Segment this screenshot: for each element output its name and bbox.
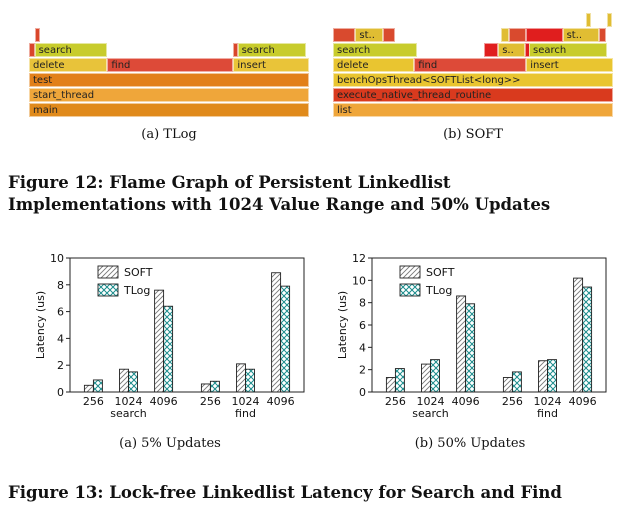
x-tick-label: 1024	[231, 395, 260, 408]
x-tick-label: 4096	[451, 395, 480, 408]
bar-tlog	[210, 381, 219, 392]
flame-frame[interactable]	[599, 28, 606, 42]
y-tick-label: 2	[359, 363, 366, 377]
bar-tlog	[93, 380, 102, 392]
flame-frame[interactable]: s..	[498, 43, 525, 57]
flame-frame[interactable]: insert	[233, 58, 309, 72]
caption-chart-5pct: (a) 5% Updates	[119, 436, 221, 451]
flame-frame[interactable]	[484, 43, 498, 57]
flame-frame[interactable]: st..	[563, 28, 599, 42]
bar-tlog	[512, 372, 521, 392]
flame-frame[interactable]	[509, 28, 526, 42]
flame-frame[interactable]: search	[529, 43, 607, 57]
caption-flame-tlog: (a) TLog	[141, 127, 197, 142]
x-tick-label: 256	[501, 395, 523, 408]
flame-frame[interactable]: search	[333, 43, 417, 57]
flame-frame[interactable]: search	[238, 43, 307, 57]
caption-flame-soft: (b) SOFT	[443, 127, 503, 142]
flame-frame[interactable]: delete	[29, 58, 107, 72]
bar-soft	[539, 361, 548, 392]
bar-soft	[574, 278, 583, 392]
x-tick-label: 4096	[149, 395, 178, 408]
bar-tlog	[246, 369, 255, 392]
x-tick-label: 256	[384, 395, 406, 408]
legend-swatch	[98, 284, 118, 296]
bar-tlog	[466, 304, 475, 392]
flame-frame[interactable]	[383, 28, 394, 42]
bar-tlog	[164, 306, 173, 392]
legend-label: SOFT	[426, 266, 455, 279]
figure-12-caption: Figure 12: Flame Graph of Persistent Linkedlist Implementations with 1024 Value Range and 50% Updates	[8, 173, 551, 214]
flame-frame[interactable]	[586, 13, 591, 27]
flame-frame[interactable]: search	[35, 43, 108, 57]
flame-graph-soft	[333, 8, 613, 118]
bar-soft	[272, 273, 281, 392]
bar-soft	[237, 364, 246, 392]
x-group-label: search	[412, 407, 449, 420]
bar-soft	[503, 377, 512, 392]
x-tick-label: 256	[199, 395, 221, 408]
flame-frame[interactable]	[501, 28, 509, 42]
x-tick-label: 1024	[416, 395, 445, 408]
flame-frame[interactable]	[607, 13, 612, 27]
flame-frame[interactable]: insert	[526, 58, 613, 72]
legend-label: TLog	[124, 284, 151, 297]
chart-50pct-updates	[328, 248, 618, 426]
flame-frame[interactable]	[526, 28, 562, 42]
bar-soft	[120, 369, 129, 392]
y-tick-label: 12	[352, 252, 366, 265]
flame-frame[interactable]: test	[29, 73, 309, 87]
flame-frame[interactable]: find	[414, 58, 526, 72]
flame-frame[interactable]: execute_native_thread_routine	[333, 88, 613, 102]
legend-swatch	[400, 284, 420, 296]
flame-frame[interactable]: benchOpsThread<SOFTList<long>>	[333, 73, 613, 87]
flame-frame[interactable]: list	[333, 103, 613, 117]
y-tick-label: 4	[359, 341, 366, 355]
y-tick-label: 0	[57, 386, 64, 399]
y-tick-label: 6	[57, 305, 64, 319]
x-group-label: search	[110, 407, 147, 420]
bar-tlog	[281, 286, 290, 392]
x-tick-label: 4096	[568, 395, 597, 408]
figure-13-caption: Figure 13: Lock-free Linkedlist Latency for Search and Find	[8, 483, 562, 502]
y-axis-label: Latency (us)	[336, 290, 349, 360]
legend-label: TLog	[426, 284, 453, 297]
y-axis-label: Latency (us)	[34, 290, 47, 360]
x-group-label: find	[537, 407, 558, 420]
legend-swatch	[98, 266, 118, 278]
bar-tlog	[548, 360, 557, 392]
y-tick-label: 0	[359, 386, 366, 399]
bar-tlog	[395, 369, 404, 392]
flame-frame[interactable]	[35, 28, 40, 42]
flame-frame[interactable]: start_thread	[29, 88, 309, 102]
y-tick-label: 6	[359, 319, 366, 332]
x-tick-label: 256	[82, 395, 104, 408]
flame-frame[interactable]: main	[29, 103, 309, 117]
flame-frame[interactable]: delete	[333, 58, 414, 72]
caption-chart-50pct: (b) 50% Updates	[414, 436, 526, 451]
x-tick-label: 1024	[114, 395, 143, 408]
flame-frame[interactable]: find	[107, 58, 233, 72]
legend-label: SOFT	[124, 266, 153, 279]
bar-soft	[155, 290, 164, 392]
bar-tlog	[129, 372, 138, 392]
y-tick-label: 4	[57, 332, 64, 346]
bar-soft	[84, 385, 93, 392]
bar-tlog	[583, 287, 592, 392]
bar-soft	[457, 296, 466, 392]
y-tick-label: 8	[359, 296, 366, 310]
x-tick-label: 1024	[533, 395, 562, 408]
bar-soft	[386, 377, 395, 392]
bar-tlog	[431, 360, 440, 392]
x-tick-label: 4096	[266, 395, 295, 408]
bar-soft	[422, 364, 431, 392]
flame-frame[interactable]: st..	[355, 28, 383, 42]
y-tick-label: 2	[57, 359, 64, 373]
y-tick-label: 10	[352, 274, 366, 288]
bar-soft	[201, 384, 210, 392]
chart-5pct-updates	[26, 248, 316, 426]
flame-graph-tlog	[29, 8, 309, 118]
x-group-label: find	[235, 407, 256, 420]
y-tick-label: 8	[57, 278, 64, 292]
y-tick-label: 10	[50, 252, 64, 265]
legend-swatch	[400, 266, 420, 278]
flame-frame[interactable]	[333, 28, 355, 42]
